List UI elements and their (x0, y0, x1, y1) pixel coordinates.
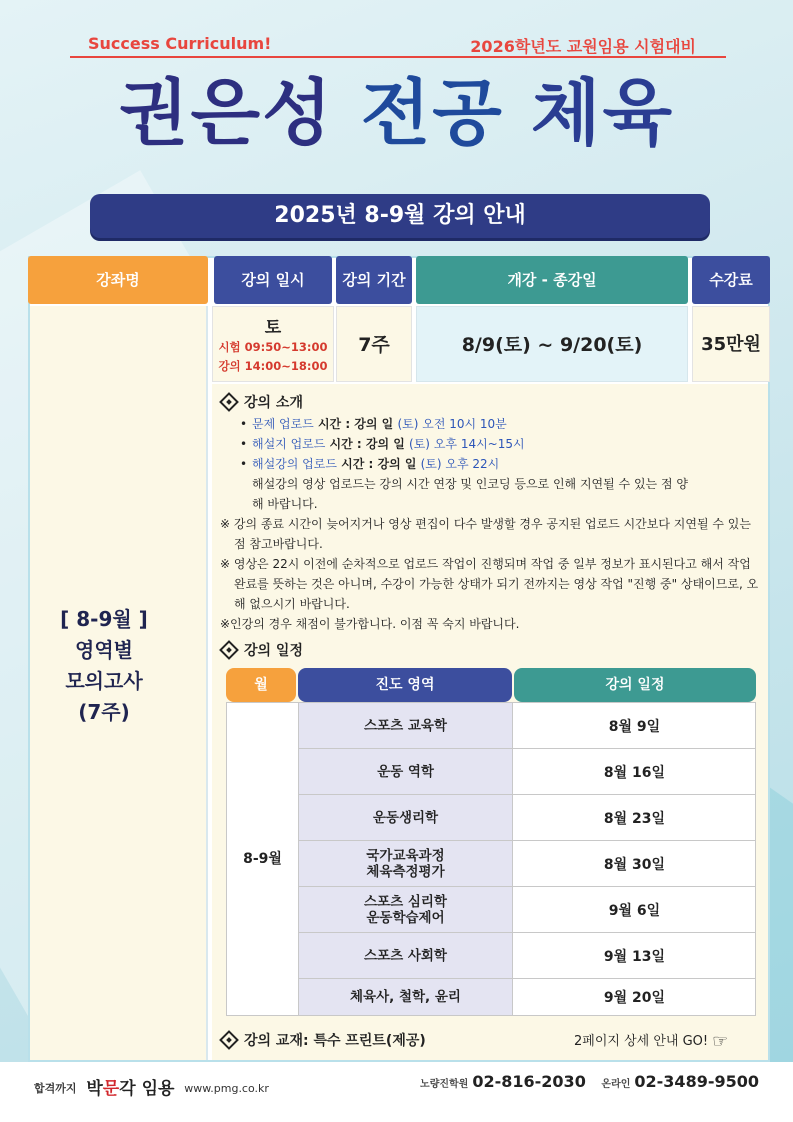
title-subject: 체육 (530, 71, 675, 155)
noryangjin-label: 노량진학원 (420, 1079, 469, 1090)
lecture-day: 토 (264, 318, 282, 338)
header-course-name: 강좌명 (28, 256, 208, 304)
header-lecture-time: 강의 일시 (214, 256, 332, 304)
upload-note: 해설강의 영상 업로드는 강의 시간 연장 및 인코딩 등으로 인해 지연될 수 있는 점 양해 바랍니다. (252, 477, 688, 511)
intro-section-title (222, 392, 303, 412)
diamond-bullet-icon (219, 1030, 239, 1050)
list-item: • 문제 업로드 시간 : 강의 일 (토) 오전 10시 10분 (240, 414, 760, 434)
exam-time: 시험 09:50~13:00 (218, 340, 328, 354)
list-item: • 해설강의 업로드 시간 : 강의 일 (토) 오후 22시 (240, 454, 760, 474)
lecture-period: 7주 (336, 306, 412, 382)
notice-item: ※ 영상은 22시 이전에 순차적으로 업로드 작업이 진행되며 작업 중 일부 정보가 표시된다고 해서 작업 완료를 뜻하는 것은 아니며, 수강이 가능한 상태가 되기 전까지는 영상 작업 "진행 중" 상태이므로, 오해 없으시기 바랍니다. (220, 557, 759, 611)
top-tagline (70, 34, 726, 58)
schedule-month: 8-9월 (227, 703, 299, 1015)
tuition-fee: 35만원 (692, 306, 770, 382)
table-row (299, 841, 755, 887)
table-row (299, 887, 755, 933)
header-start-end: 개강 - 종강일 (416, 256, 688, 304)
page2-link-text[interactable]: 2페이지 상세 안내 GO! (574, 1034, 709, 1049)
notice-list (220, 514, 760, 634)
schedule-header-area: 진도 영역 (298, 668, 512, 702)
table-row (299, 749, 755, 795)
schedule-section-title (222, 640, 303, 660)
course-name-line: [ 8-9월 ] (60, 607, 148, 631)
subtitle-banner: 2025년 8-9월 강의 안내 (90, 194, 710, 238)
page2-link[interactable] (574, 1030, 728, 1052)
intro-title-text: 강의 소개 (244, 395, 303, 411)
table-row (299, 703, 755, 749)
footer-slogan: 합격까지 (34, 1082, 77, 1095)
schedule-header-month: 월 (226, 668, 296, 702)
page-title (0, 72, 793, 155)
schedule-area: 스포츠 심리학 운동학습제어 (299, 887, 513, 932)
course-name-line: (7주) (78, 700, 130, 724)
exam-year-tag: 2026학년도 교원임용 시험대비 (470, 37, 696, 56)
diamond-bullet-icon (219, 640, 239, 660)
schedule-area: 운동생리학 (299, 795, 513, 840)
course-name-line: 영역별 (75, 638, 133, 662)
title-name: 권은성 (118, 71, 334, 155)
schedule-area: 스포츠 교육학 (299, 703, 513, 748)
table-row (299, 933, 755, 979)
title-major: 전공 (360, 71, 504, 155)
schedule-date: 8월 23일 (603, 810, 666, 827)
notice-item: ※인강의 경우 채점이 불가합니다. 이점 꼭 숙지 바랍니다. (220, 617, 520, 631)
schedule-area: 운동 역학 (299, 749, 513, 794)
schedule-table (226, 702, 756, 1016)
schedule-date: 9월 13일 (603, 948, 666, 965)
schedule-date: 9월 20일 (603, 990, 666, 1006)
start-end-dates: 8/9(토) ~ 9/20(토) (416, 306, 688, 382)
footer-brand (34, 1074, 269, 1099)
table-row (299, 795, 755, 841)
list-item: • 해설지 업로드 시간 : 강의 일 (토) 오후 14시~15시 (240, 434, 760, 454)
course-name (0, 604, 208, 728)
schedule-date: 9월 6일 (608, 902, 661, 919)
schedule-date: 8월 9일 (608, 718, 661, 735)
brand-logo[interactable]: 박문각 임용 (86, 1079, 175, 1099)
noryangjin-phone[interactable]: 02-816-2030 (472, 1072, 586, 1091)
schedule-title-text: 강의 일정 (244, 643, 303, 659)
schedule-area: 국가교육과정 체육측정평가 (299, 841, 513, 886)
online-phone[interactable]: 02-3489-9500 (634, 1072, 759, 1091)
success-curriculum-tag: Success Curriculum! (88, 34, 272, 53)
header-lecture-period: 강의 기간 (336, 256, 412, 304)
footer-url[interactable]: www.pmg.co.kr (184, 1082, 269, 1095)
schedule-area: 스포츠 사회학 (299, 933, 513, 978)
course-name-line: 모의고사 (65, 669, 143, 693)
header-fee: 수강료 (692, 256, 770, 304)
schedule-header-date: 강의 일정 (514, 668, 756, 702)
diamond-bullet-icon (219, 392, 239, 412)
schedule-area: 체육사, 철학, 윤리 (299, 979, 513, 1015)
lecture-time-cell (212, 306, 334, 382)
schedule-date: 8월 16일 (603, 764, 666, 781)
lecture-time: 강의 14:00~18:00 (218, 359, 328, 373)
table-row (299, 979, 755, 1015)
footer-contacts (410, 1072, 759, 1091)
schedule-date: 8월 30일 (603, 856, 666, 873)
textbook-text: 강의 교재: 특수 프린트(제공) (244, 1033, 426, 1049)
intro-list (240, 414, 760, 514)
textbook-info (222, 1030, 426, 1050)
notice-item: ※ 강의 종료 시간이 늦어지거나 영상 편집이 다수 발생할 경우 공지된 업로드 시간보다 지연될 수 있는 점 참고바랍니다. (220, 517, 751, 551)
pointing-hand-icon: ☞ (712, 1031, 729, 1052)
online-label: 온라인 (601, 1079, 631, 1090)
